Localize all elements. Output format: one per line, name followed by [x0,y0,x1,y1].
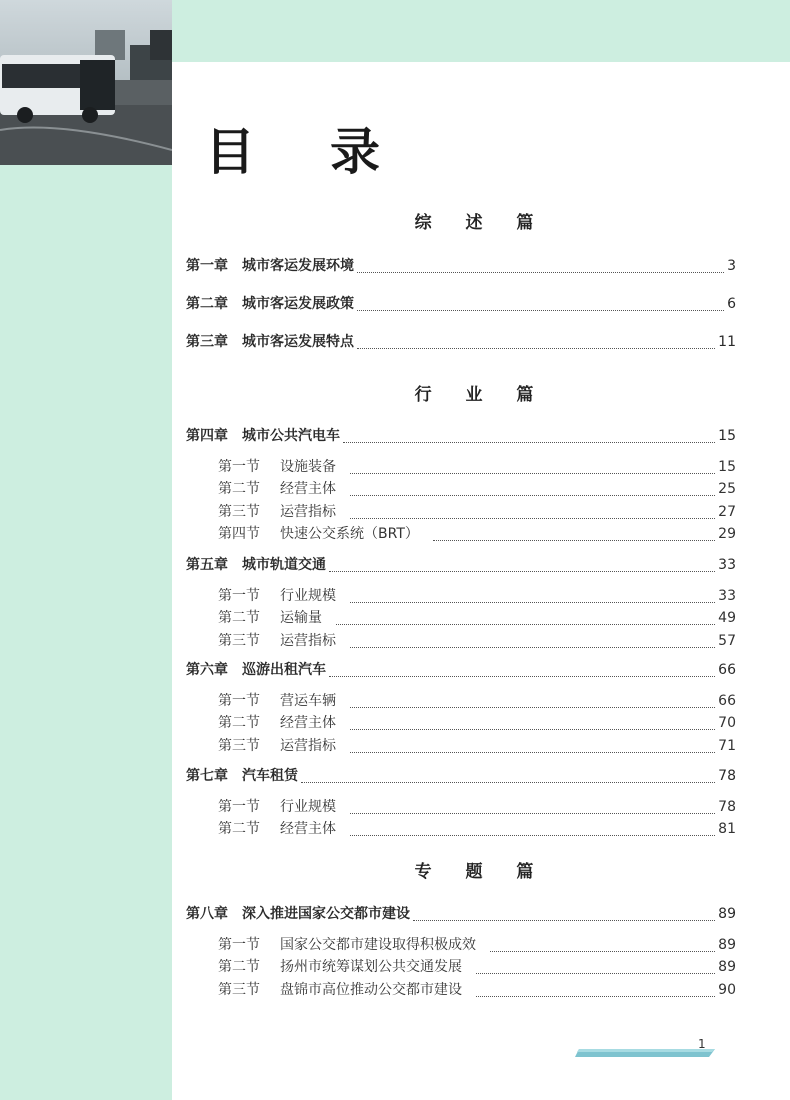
toc-section-entry[interactable] [218,690,736,712]
dot-leader [357,347,715,349]
dot-leader [476,995,715,997]
toc-section-entry[interactable] [218,630,736,652]
section-title: 运营指标 [280,737,336,754]
chapter-page: 78 [718,768,736,784]
dot-leader [433,539,715,541]
section-page: 27 [718,503,736,520]
section-title: 行业规模 [280,799,336,815]
toc-section-entry[interactable] [218,956,736,978]
chapter-title: 城市客运发展环境 [242,258,354,274]
section-heading: 专 题 篇 [414,862,548,882]
chapter-number: 第六章 [186,662,228,678]
section-title: 扬州市统筹谋划公共交通发展 [280,959,462,976]
section-number: 第二节 [218,481,260,498]
dot-leader [350,728,715,730]
toc-section-entry[interactable] [218,712,736,734]
section-heading: 行 业 篇 [414,385,548,405]
dot-leader [350,834,715,836]
dot-leader [357,309,724,311]
chapter-title: 深入推进国家公交都市建设 [242,906,410,922]
chapter-title: 城市客运发展特点 [242,334,354,350]
dot-leader [350,812,715,814]
toc-section-entry[interactable] [218,585,736,607]
section-page: 71 [718,737,736,754]
toc-section-entry[interactable] [218,735,736,757]
dot-leader [301,781,715,783]
toc-section-entry[interactable] [218,523,736,545]
section-title: 行业规模 [280,588,336,604]
section-page: 81 [718,821,736,838]
section-title: 国家公交都市建设取得积极成效 [280,937,476,953]
chapter-number: 第五章 [186,557,228,573]
toc-chapter-entry[interactable] [186,255,736,277]
section-title: 盘锦市高位推动公交都市建设 [280,981,462,998]
chapter-title: 城市轨道交通 [242,557,326,573]
dot-leader [476,972,715,974]
left-decorative-band [0,0,172,1100]
section-title: 设施装备 [280,459,336,475]
section-number: 第三节 [218,737,260,754]
toc-section-entry[interactable] [218,478,736,500]
dot-leader [350,472,715,474]
section-title: 快速公交系统（BRT） [280,525,419,542]
chapter-number: 第一章 [186,258,228,274]
chapter-page: 89 [718,906,736,922]
section-page: 29 [718,525,736,542]
section-page: 89 [718,959,736,976]
section-title: 运输量 [280,610,322,627]
section-page: 57 [718,632,736,649]
section-number: 第四节 [218,525,260,542]
chapter-title: 城市客运发展政策 [242,296,354,312]
toc-chapter-entry[interactable] [186,293,736,315]
toc-chapter-entry[interactable] [186,659,736,681]
toc-section-entry[interactable] [218,796,736,818]
section-page: 70 [718,715,736,732]
section-title: 经营主体 [280,481,336,498]
dot-leader [329,675,715,677]
section-page: 66 [718,693,736,709]
section-page: 89 [718,937,736,953]
chapter-page: 33 [718,557,736,573]
toc-section-entry[interactable] [218,979,736,1001]
section-title: 经营主体 [280,715,336,732]
chapter-page: 6 [727,296,736,312]
toc-section-entry[interactable] [218,456,736,478]
toc-section-entry[interactable] [218,818,736,840]
bus-photo [0,0,172,165]
chapter-page: 3 [727,258,736,274]
section-number: 第三节 [218,981,260,998]
section-title: 运营指标 [280,632,336,649]
section-number: 第二节 [218,610,260,627]
chapter-title: 巡游出租汽车 [242,662,326,678]
dot-leader [336,623,715,625]
dot-leader [350,494,715,496]
toc-section-entry[interactable] [218,934,736,956]
section-title: 运营指标 [280,503,336,520]
dot-leader [343,441,715,443]
toc-section-entry[interactable] [218,501,736,523]
section-page: 78 [718,799,736,815]
section-number: 第三节 [218,632,260,649]
section-heading: 综 述 篇 [414,213,548,233]
chapter-title: 汽车租赁 [242,768,298,784]
chapter-number: 第二章 [186,296,228,312]
section-number: 第二节 [218,959,260,976]
toc-chapter-entry[interactable] [186,903,736,925]
dot-leader [490,950,715,952]
chapter-page: 66 [718,662,736,678]
dot-leader [350,517,715,519]
chapter-number: 第八章 [186,906,228,922]
toc-chapter-entry[interactable] [186,425,736,447]
page-title [205,112,380,184]
section-number: 第一节 [218,799,260,815]
dot-leader [413,919,715,921]
section-page: 49 [718,610,736,627]
dot-leader [350,706,715,708]
section-title: 营运车辆 [280,693,336,709]
chapter-page: 11 [718,334,736,350]
section-number: 第一节 [218,937,260,953]
chapter-number: 第七章 [186,768,228,784]
chapter-page: 15 [718,428,736,444]
section-page: 25 [718,481,736,498]
chapter-title: 城市公共汽电车 [242,428,340,444]
section-number: 第二节 [218,821,260,838]
top-decorative-band [172,0,790,62]
toc-chapter-entry[interactable] [186,554,736,576]
chapter-number: 第四章 [186,428,228,444]
section-page: 15 [718,459,736,475]
section-number: 第一节 [218,693,260,709]
dot-leader [350,601,715,603]
section-number: 第一节 [218,459,260,475]
page-number-bar [575,1049,715,1057]
title-char-1: 目 [205,122,255,181]
toc-chapter-entry[interactable] [186,765,736,787]
chapter-number: 第三章 [186,334,228,350]
page-number: 1 [698,1037,706,1051]
section-page: 33 [718,588,736,604]
section-page: 90 [718,981,736,998]
toc-chapter-entry[interactable] [186,331,736,353]
section-number: 第二节 [218,715,260,732]
section-number: 第一节 [218,588,260,604]
title-char-2: 录 [330,122,380,181]
toc-section-entry[interactable] [218,607,736,629]
dot-leader [350,751,715,753]
section-number: 第三节 [218,503,260,520]
dot-leader [357,271,724,273]
section-title: 经营主体 [280,821,336,838]
dot-leader [329,570,715,572]
dot-leader [350,646,715,648]
